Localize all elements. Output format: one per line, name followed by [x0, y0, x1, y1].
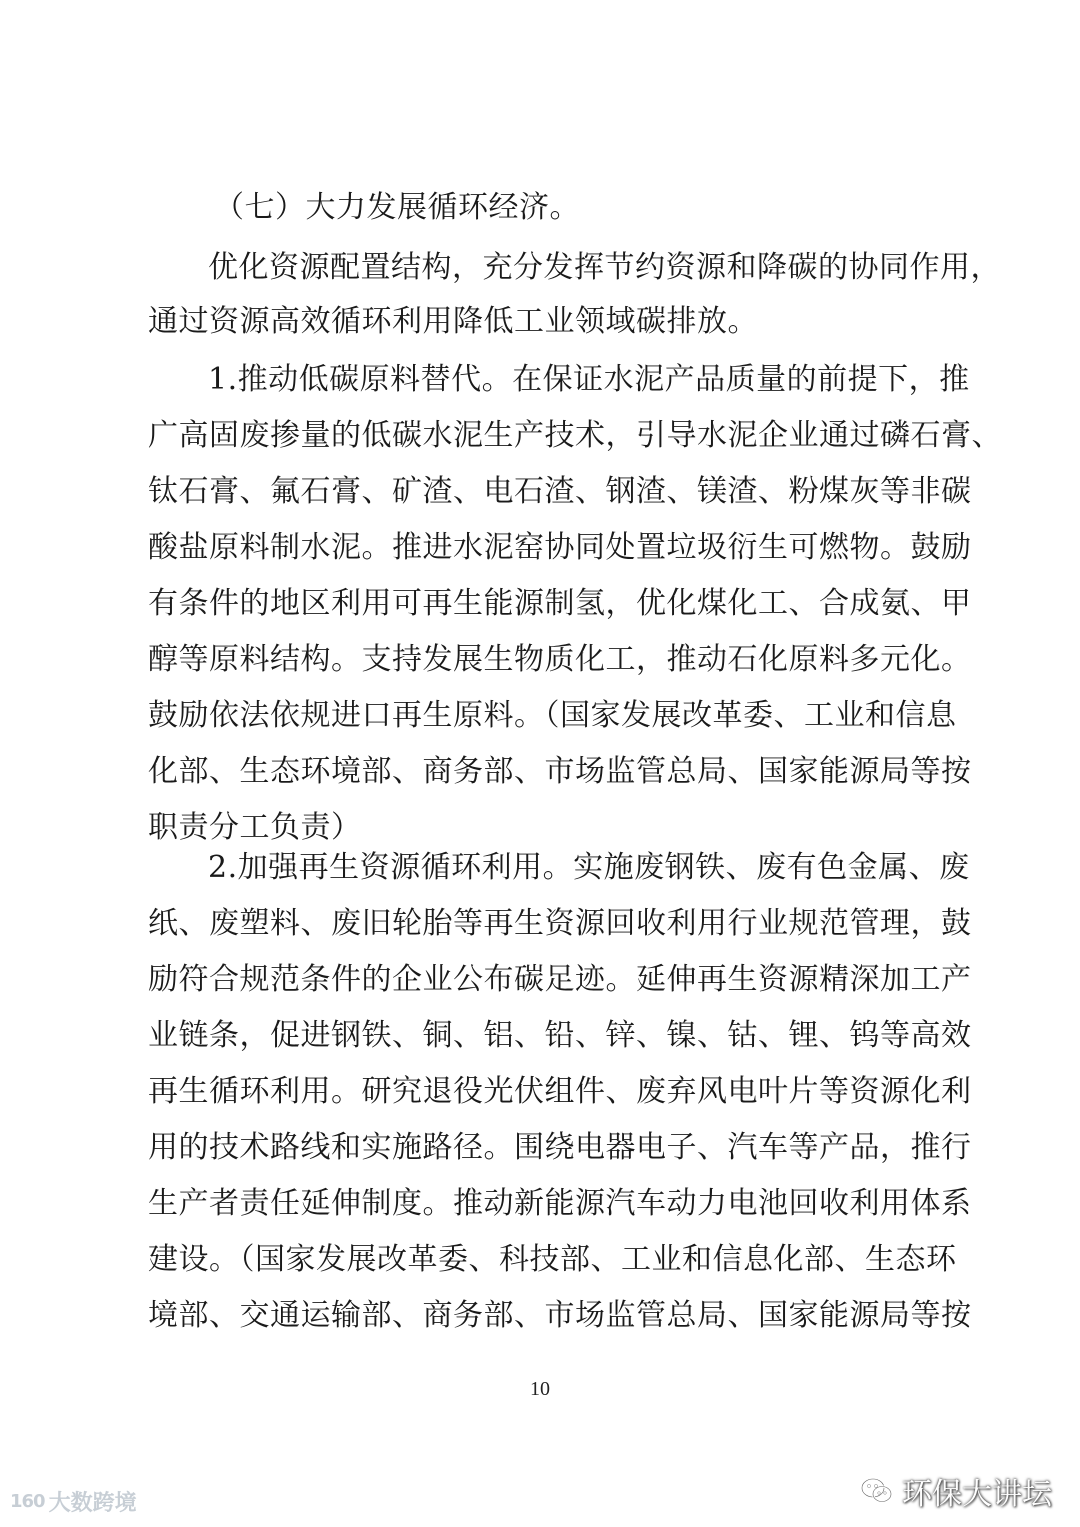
- paragraph-line: 化部、生态环境部、商务部、市场监管总局、国家能源局等按: [148, 754, 972, 789]
- paragraph-line: 用的技术路线和实施路径。围绕电器电子、汽车等产品，推行: [148, 1130, 972, 1165]
- paragraph-line: 纸、废塑料、废旧轮胎等再生资源回收利用行业规范管理，鼓: [148, 906, 972, 941]
- paragraph-line: 1.推动低碳原料替代。在保证水泥产品质量的前提下，推: [208, 362, 970, 397]
- watermark-logo-icon: 160: [10, 1490, 45, 1512]
- watermark-left-text: 大数跨境: [48, 1490, 137, 1516]
- paragraph-line: 钛石膏、氟石膏、矿渣、电石渣、钢渣、镁渣、粉煤灰等非碳: [148, 474, 972, 509]
- paragraph-line: 励符合规范条件的企业公布碳足迹。延伸再生资源精深加工产: [148, 962, 972, 997]
- paragraph-line: 有条件的地区利用可再生能源制氢，优化煤化工、合成氨、甲: [148, 586, 972, 621]
- paragraph-line: 广高固废掺量的低碳水泥生产技术，引导水泥企业通过磷石膏、: [148, 418, 1002, 453]
- wechat-icon: [860, 1476, 894, 1506]
- paragraph-line: 优化资源配置结构，充分发挥节约资源和降碳的协同作用，: [208, 250, 1001, 285]
- paragraph-line: 职责分工负责）: [148, 810, 362, 845]
- section-heading: （七）大力发展循环经济。: [214, 190, 580, 225]
- paragraph-line: 酸盐原料制水泥。推进水泥窑协同处置垃圾衍生可燃物。鼓励: [148, 530, 972, 565]
- paragraph-line: 生产者责任延伸制度。推动新能源汽车动力电池回收利用体系: [148, 1186, 972, 1221]
- paragraph-line: 建设。（国家发展改革委、科技部、工业和信息化部、生态环: [148, 1242, 957, 1277]
- paragraph-line: 业链条，促进钢铁、铜、铝、铅、锌、镍、钴、锂、钨等高效: [148, 1018, 972, 1053]
- page-number: 10: [530, 1378, 550, 1400]
- paragraph-line: 醇等原料结构。支持发展生物质化工，推动石化原料多元化。: [148, 642, 972, 677]
- paragraph-line: 鼓励依法依规进口再生原料。（国家发展改革委、工业和信息: [148, 698, 957, 733]
- paragraph-line: 通过资源高效循环利用降低工业领域碳排放。: [148, 304, 758, 339]
- paragraph-line: 2.加强再生资源循环利用。实施废钢铁、废有色金属、废: [208, 850, 970, 885]
- paragraph-line: 再生循环利用。研究退役光伏组件、废弃风电叶片等资源化利: [148, 1074, 972, 1109]
- watermark-left: [10, 1486, 137, 1516]
- paragraph-line: 境部、交通运输部、商务部、市场监管总局、国家能源局等按: [148, 1298, 972, 1333]
- watermark-right: [860, 1470, 1052, 1512]
- watermark-right-text: 环保大讲坛: [902, 1477, 1052, 1512]
